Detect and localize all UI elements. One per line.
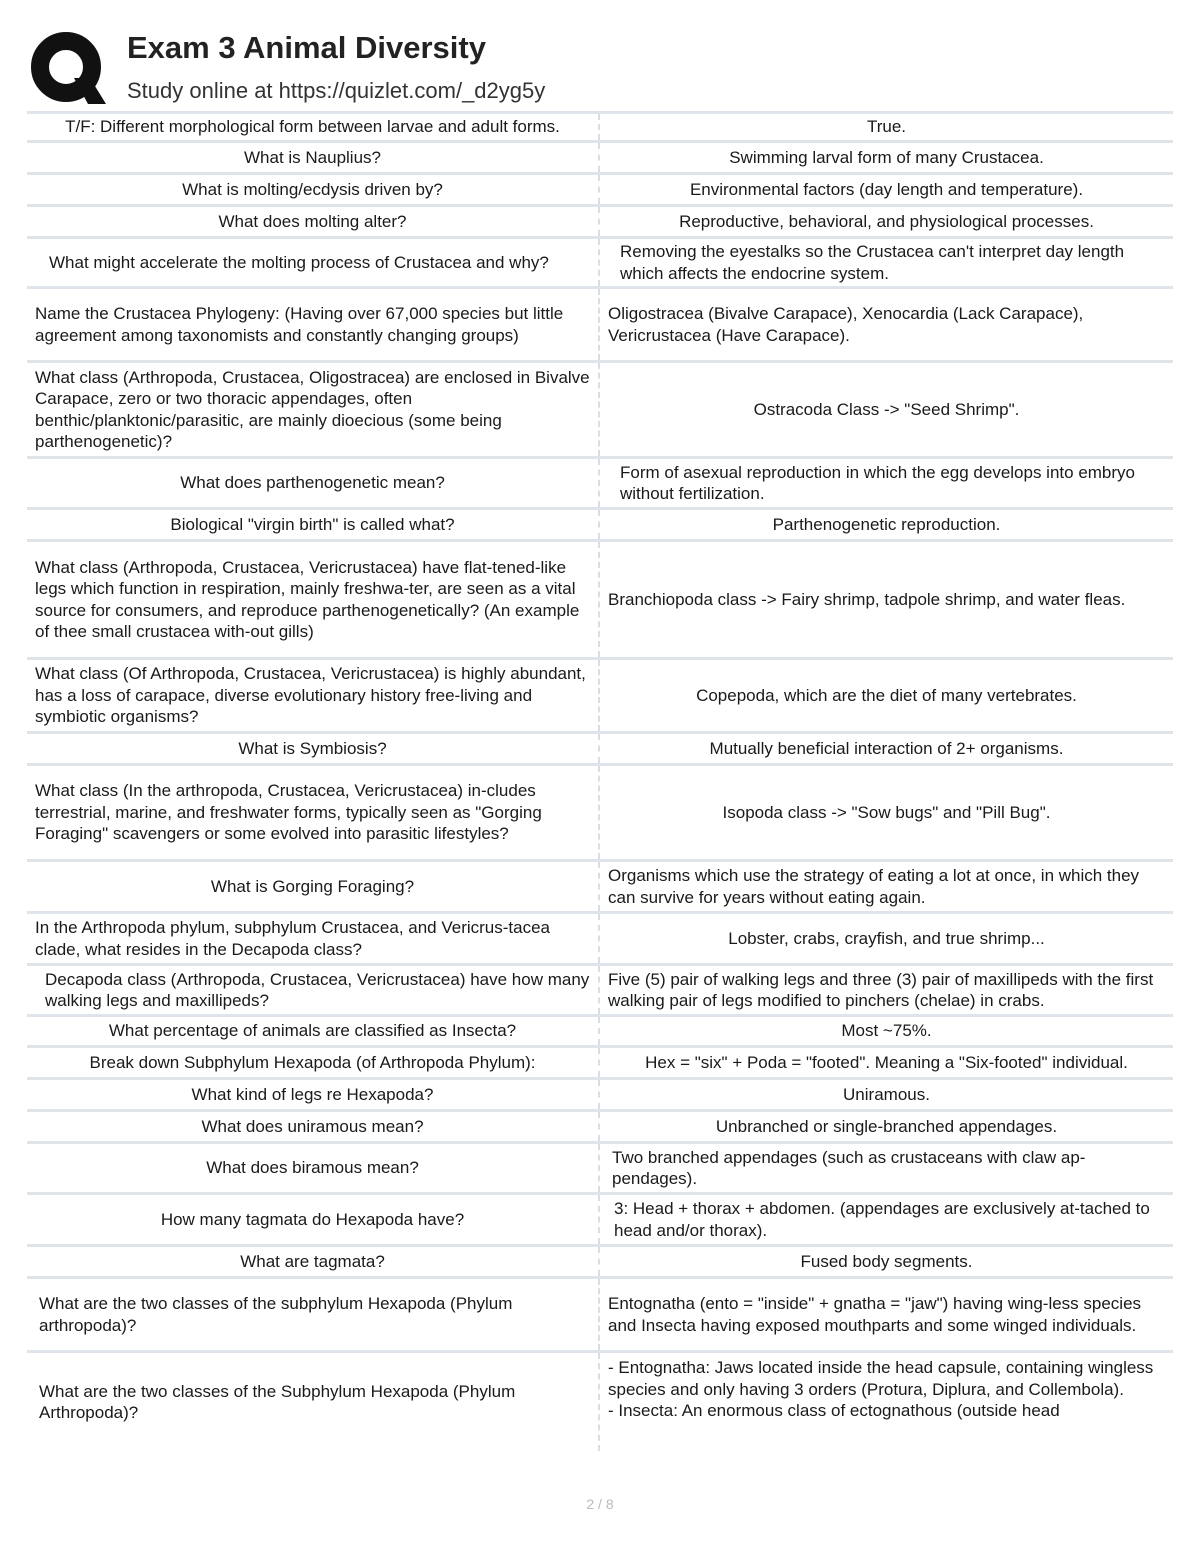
definition-cell: Ostracoda Class -> "Seed Shrimp". (753, 399, 1020, 419)
term-cell: What does uniramous mean? (27, 1112, 600, 1141)
term-cell: How many tagmata do Hexapoda have? (27, 1195, 600, 1244)
definition-cell: Removing the eyestalks so the Crustacea can't interpret day length which affects the endocrine system. (620, 242, 1125, 283)
definition-cell: Hex = "six" + Poda = "footed". Meaning a "Six-footed" individual. (645, 1052, 1128, 1072)
card-row (27, 289, 1173, 363)
document-title: Exam 3 Animal Diversity (127, 30, 486, 65)
card-row (27, 459, 1173, 510)
term-cell: What kind of legs re Hexapoda? (27, 1080, 600, 1109)
term-cell: What are the two classes of the Subphylum Hexapoda (Phylum Arthropoda)? (27, 1353, 600, 1451)
study-url: Study online at https://quizlet.com/_d2yg5y (127, 78, 546, 103)
term-cell: What percentage of animals are classified as Insecta? (27, 1017, 600, 1045)
card-row (27, 1048, 1173, 1080)
card-row (27, 914, 1173, 966)
term-cell: Biological "virgin birth" is called what? (27, 510, 600, 539)
definition-cell: Branchiopoda class -> Fairy shrimp, tadpole shrimp, and water fleas. (608, 589, 1126, 609)
term-cell: What does parthenogenetic mean? (27, 459, 600, 507)
term-cell: What is Symbiosis? (27, 734, 600, 763)
term-cell: What might accelerate the molting process of Crustacea and why? (27, 239, 600, 286)
term-cell: What are the two classes of the subphylum Hexapoda (Phylum arthropoda)? (27, 1279, 600, 1350)
term-cell: What does biramous mean? (27, 1144, 600, 1192)
card-row (27, 1247, 1173, 1279)
term-cell: What is molting/ecdysis driven by? (27, 175, 600, 204)
term-cell: What does molting alter? (27, 207, 600, 236)
definition-cell: Entognatha (ento = "inside" + gnatha = "jaw") having wing-less species and Insecta having exposed mouthparts and some winged individuals. (608, 1294, 1142, 1335)
definition-cell: Organisms which use the strategy of eating a lot at once, in which they can survive for years without eating again. (608, 866, 1140, 907)
definition-cell: Two branched appendages (such as crustaceans with claw ap-pendages). (612, 1147, 1086, 1188)
card-row (27, 1353, 1173, 1451)
definition-cell: Lobster, crabs, crayfish, and true shrimp... (728, 928, 1045, 948)
definition-cell: - Entognatha: Jaws located inside the head capsule, containing wingless species and only having 3 orders (Protura, Diplura, and Collembola). - Insecta: An enormous class of ectognathous (outside head (608, 1358, 1154, 1420)
term-cell: What class (Arthropoda, Crustacea, Vericrustacea) have flat-tened-like legs which function in respiration, mainly freshwa-ter, are seen as a vital source for consumers, and reproduce parthenogenetically? (An example of thee small crustacea with-out gills) (27, 542, 600, 657)
card-row (27, 175, 1173, 207)
definition-cell: Fused body segments. (800, 1251, 973, 1271)
term-cell: What class (Arthropoda, Crustacea, Oligostracea) are enclosed in Bivalve Carapace, zero or two thoracic appendages, often benthic/planktonic/parasitic, are mainly dioecious (some being parthenogenetic)? (27, 363, 600, 456)
card-row (27, 542, 1173, 660)
card-row (27, 1279, 1173, 1353)
card-row (27, 363, 1173, 459)
card-row (27, 1144, 1173, 1195)
term-cell: What are tagmata? (27, 1247, 600, 1276)
card-row (27, 1017, 1173, 1048)
card-row (27, 114, 1173, 143)
card-row (27, 143, 1173, 175)
page-number: 2 / 8 (586, 1496, 614, 1512)
definition-cell: Unbranched or single-branched appendages. (715, 1116, 1058, 1136)
card-row (27, 1112, 1173, 1144)
term-cell: What is Nauplius? (27, 143, 600, 172)
term-cell: T/F: Different morphological form between larvae and adult forms. (27, 114, 600, 140)
definition-cell: Mutually beneficial interaction of 2+ organisms. (709, 738, 1064, 758)
term-cell: What class (In the arthropoda, Crustacea, Vericrustacea) in-cludes terrestrial, marine, and freshwater forms, typically seen as "Gorging Foraging" scavengers or some evolved into parasitic lifestyles? (27, 766, 600, 859)
term-cell: What is Gorging Foraging? (27, 862, 600, 911)
term-cell: What class (Of Arthropoda, Crustacea, Vericrustacea) is highly abundant, has a loss of carapace, diverse evolutionary history free-living and symbiotic organisms? (27, 660, 600, 731)
card-row (27, 239, 1173, 289)
definition-cell: Five (5) pair of walking legs and three (3) pair of maxillipeds with the first walking pair of legs modified to pinchers (chelae) in crabs. (608, 969, 1154, 1010)
definition-cell: Parthenogenetic reproduction. (772, 514, 1001, 534)
definition-cell: Reproductive, behavioral, and physiological processes. (679, 211, 1094, 231)
definition-cell: Copepoda, which are the diet of many vertebrates. (696, 685, 1077, 705)
card-row (27, 966, 1173, 1017)
card-row (27, 207, 1173, 239)
card-row (27, 766, 1173, 862)
definition-cell: Swimming larval form of many Crustacea. (729, 147, 1044, 167)
term-cell: Name the Crustacea Phylogeny: (Having over 67,000 species but little agreement among taxonomists and constantly changing groups) (27, 289, 600, 360)
card-row (27, 734, 1173, 766)
flashcard-table (27, 111, 1173, 1451)
term-cell: In the Arthropoda phylum, subphylum Crustacea, and Vericrus-tacea clade, what resides in the Decapoda class? (27, 914, 600, 963)
term-cell: Decapoda class (Arthropoda, Crustacea, Vericrustacea) have how many walking legs and maxillipeds? (27, 966, 600, 1014)
card-row (27, 862, 1173, 914)
definition-cell: 3: Head + thorax + abdomen. (appendages are exclusively at-tached to head and/or thorax). (614, 1199, 1150, 1240)
definition-cell: Most ~75%. (841, 1021, 932, 1041)
definition-cell: Isopoda class -> "Sow bugs" and "Pill Bug". (722, 802, 1051, 822)
definition-cell: Form of asexual reproduction in which the egg develops into embryo without fertilization. (620, 462, 1136, 503)
card-row (27, 510, 1173, 542)
quizlet-logo (30, 30, 106, 106)
definition-cell: Oligostracea (Bivalve Carapace), Xenocardia (Lack Carapace), Vericrustacea (Have Carapace). (608, 304, 1084, 345)
definition-cell: True. (866, 117, 907, 137)
definition-cell: Environmental factors (day length and temperature). (689, 179, 1084, 199)
card-row (27, 1080, 1173, 1112)
definition-cell: Uniramous. (843, 1084, 930, 1104)
card-row (27, 1195, 1173, 1247)
card-row (27, 660, 1173, 734)
term-cell: Break down Subphylum Hexapoda (of Arthropoda Phylum): (27, 1048, 600, 1077)
